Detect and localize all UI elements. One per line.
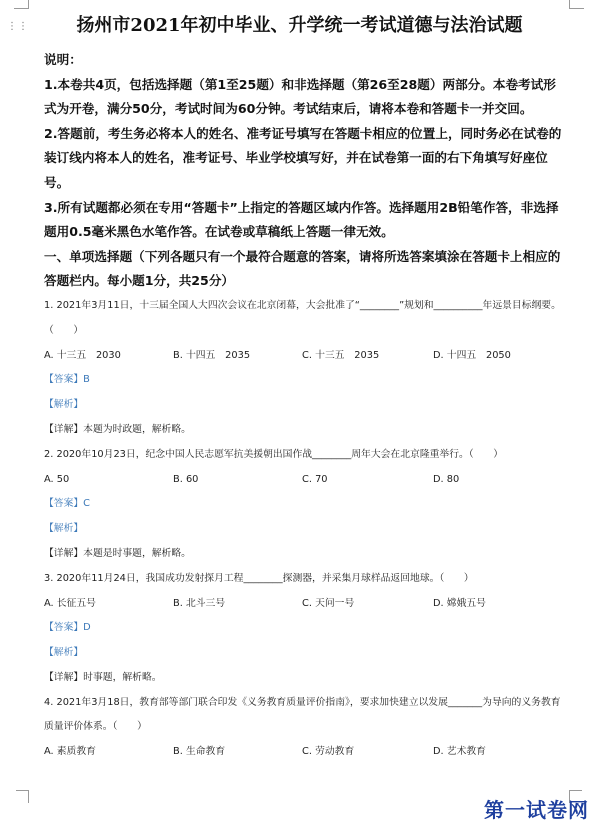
- drag-handle-icon[interactable]: ⋮⋮: [7, 21, 29, 32]
- option-a: A. 50: [44, 473, 70, 485]
- analysis-tag: 【解析】: [44, 523, 84, 535]
- detail-text: 【详解】时事题，解析略。: [44, 671, 162, 683]
- detail-text: 【详解】本题是时事题，解析略。: [44, 547, 191, 559]
- option-b: B. 生命教育: [173, 746, 226, 758]
- instruction-item-2: 2.答题前，考生务必将本人的姓名、准考证号填写在答题卡相应的位置上，同时务必在试卷的装订线内将本人的姓名，准考证号、毕业学校填写好，并在试卷第一面的右下角填写好座位号。: [44, 125, 562, 190]
- option-a: A. 十三五 2030: [44, 349, 121, 361]
- option-b: B. 北斗三号: [173, 597, 226, 609]
- answer-tag: 【答案】C: [44, 498, 91, 510]
- option-b: B. 十四五 2035: [173, 349, 251, 361]
- option-d: D. 80: [433, 473, 460, 485]
- instruction-item-3: 3.所有试题都必须在专用“答题卡”上指定的答题区域内作答。选择题用2B铅笔作答，非选择题用0.5毫米黑色水笔作答。在试卷或草稿纸上答题一律无效。: [44, 199, 559, 240]
- question-stem: 4. 2021年3月18日，教育部等部门联合印发《义务教育质量评价指南》，要求加快建立以发展_______为导向的义务教育质量评价体系。（ ）: [44, 696, 561, 733]
- analysis-tag: 【解析】: [44, 647, 84, 659]
- option-d: D. 艺术教育: [433, 746, 486, 758]
- crop-mark-top-right: [569, 0, 584, 9]
- analysis-tag: 【解析】: [44, 399, 84, 411]
- question-stem: 1. 2021年3月11日，十三届全国人大四次会议在北京闭幕，大会批准了“________”规划和__________年远景目标纲要。（ ）: [44, 299, 561, 336]
- option-b: B. 60: [173, 473, 199, 485]
- section-heading: 一、单项选择题（下列各题只有一个最符合题意的答案，请将所选答案填涂在答题卡上相应的答题栏内。每小题1分，共25分）: [44, 248, 561, 289]
- instructions-heading: 说明：: [44, 52, 82, 67]
- instruction-item-1: 1.本卷共4页，包括选择题（第1至25题）和非选择题（第26至28题）两部分。本卷考试形式为开卷，满分50分，考试时间为60分钟。考试结束后，请将本卷和答题卡一并交回。: [44, 76, 556, 117]
- option-c: C. 天问一号: [302, 597, 355, 609]
- options-row: [44, 468, 564, 493]
- option-a: A. 素质教育: [44, 746, 96, 758]
- options-row: [44, 344, 564, 369]
- options-row: [44, 592, 564, 617]
- answer-tag: 【答案】D: [44, 622, 91, 634]
- document-body: [44, 48, 564, 765]
- question-stem: 3. 2020年11月24日，我国成功发射探月工程________探测器，并采集月球样品返回地球。（ ）: [44, 572, 474, 584]
- option-c: C. 十三五 2035: [302, 349, 380, 361]
- option-d: D. 十四五 2050: [433, 349, 511, 361]
- answer-tag: 【答案】B: [44, 374, 90, 386]
- options-row: [44, 740, 564, 765]
- option-c: C. 劳动教育: [302, 746, 355, 758]
- detail-text: 【详解】本题为时政题，解析略。: [44, 423, 191, 435]
- option-a: A. 长征五号: [44, 597, 96, 609]
- crop-mark-bottom-left: [16, 790, 29, 803]
- site-watermark: 第一试卷网: [484, 798, 589, 822]
- question-stem: 2. 2020年10月23日，纪念中国人民志愿军抗美援朝出国作战________周年大会在北京隆重举行。（ ）: [44, 448, 504, 460]
- option-c: C. 70: [302, 473, 328, 485]
- option-d: D. 嫦娥五号: [433, 597, 486, 609]
- crop-mark-top-left: [14, 0, 29, 9]
- page-title: 扬州市2021年初中毕业、升学统一考试道德与法治试题: [76, 15, 523, 36]
